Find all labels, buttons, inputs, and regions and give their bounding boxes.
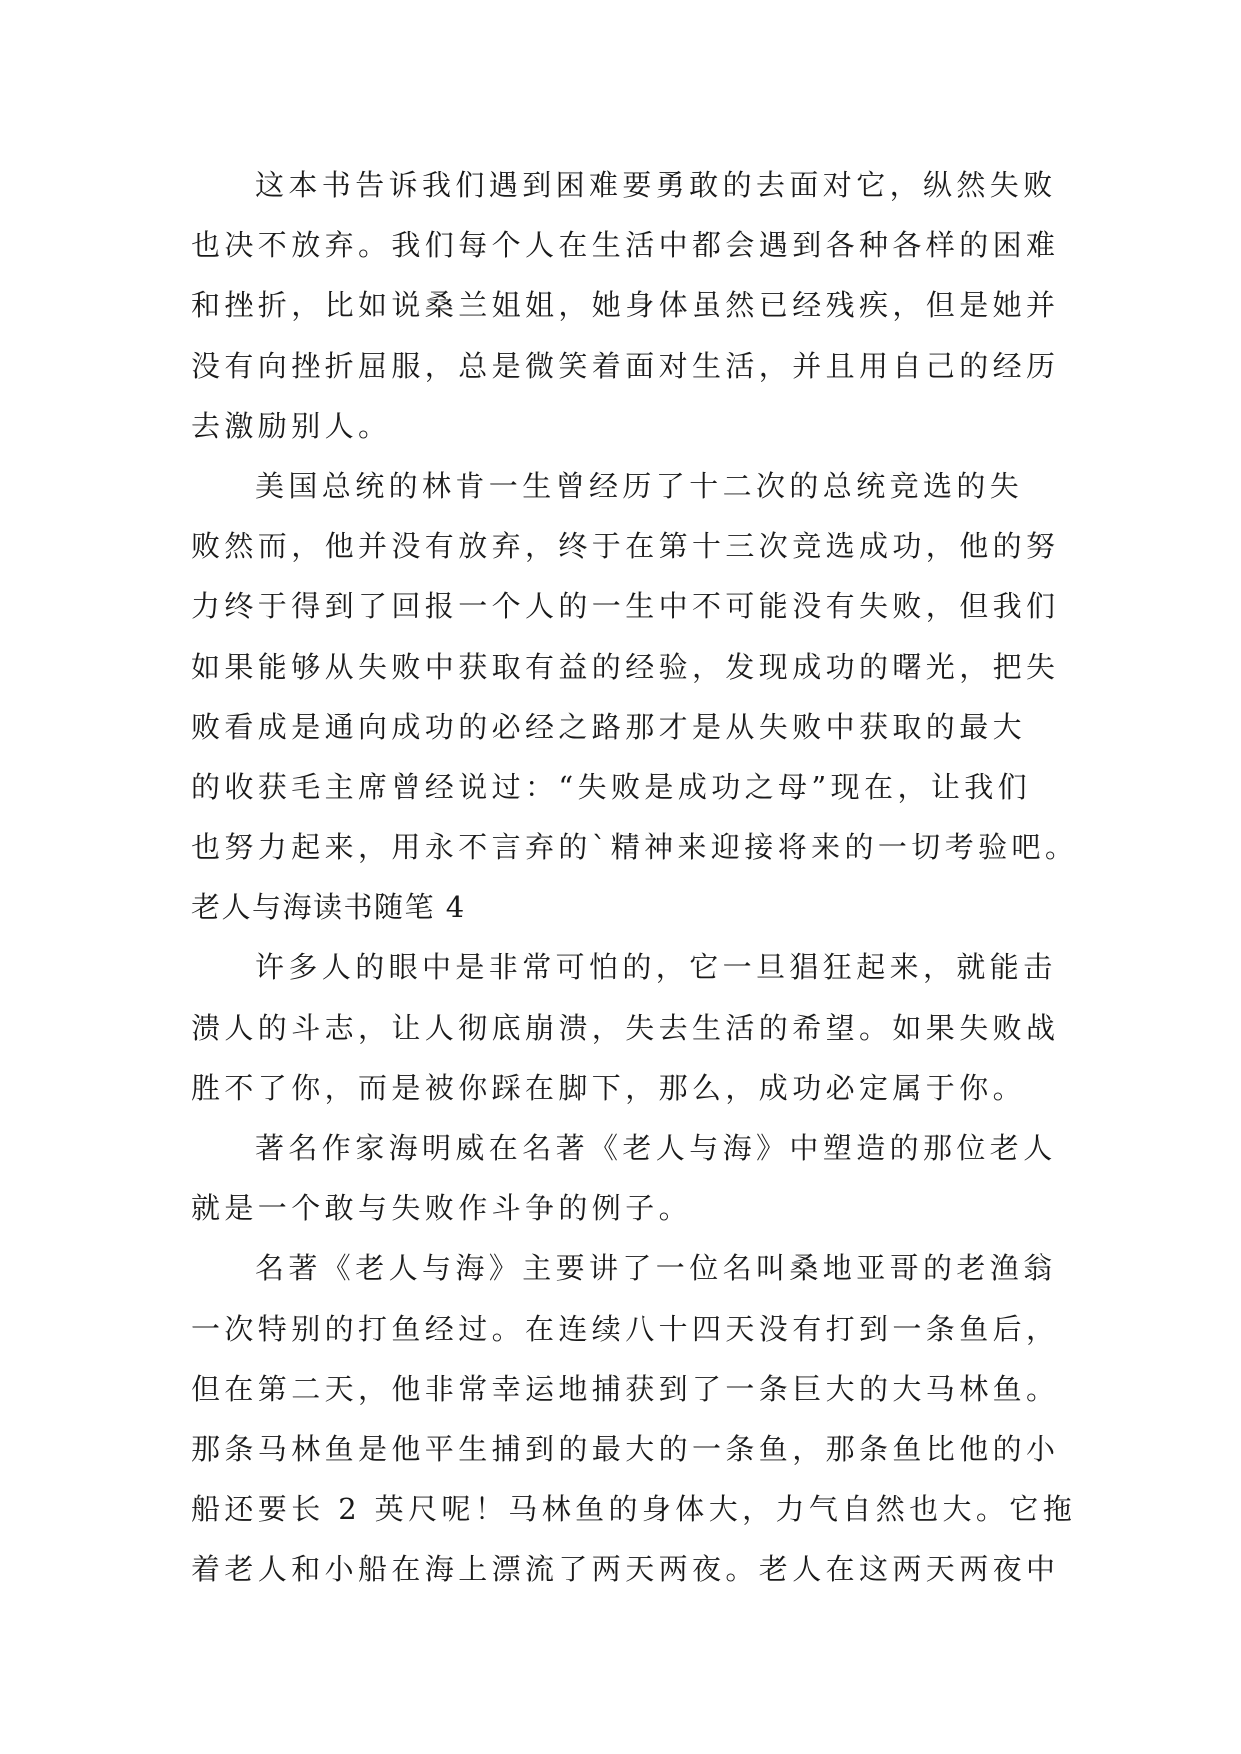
text-line: 著名作家海明威在名著《老人与海》中塑造的那位老人 xyxy=(255,1131,1057,1165)
document-page xyxy=(191,155,1079,1600)
text-line: 也努力起来，用永不言弃的`精神来迎接将来的一切考验吧。 xyxy=(191,830,1079,865)
text-line: 一次特别的打鱼经过。在连续八十四天没有打到一条鱼后， xyxy=(191,1311,1060,1346)
text-line: 胜不了你，而是被你踩在脚下，那么，成功必定属于你。 xyxy=(191,1070,1027,1105)
text-line: 败看成是通向成功的必经之路那才是从失败中获取的最大 xyxy=(191,709,1027,744)
text-line: 就是一个敢与失败作斗争的例子。 xyxy=(191,1191,693,1226)
text-line: 和挫折，比如说桑兰姐姐，她身体虽然已经残疾，但是她并 xyxy=(191,288,1060,323)
text-line: 名著《老人与海》主要讲了一位名叫桑地亚哥的老渔翁 xyxy=(255,1251,1057,1286)
text-line: 去激励别人。 xyxy=(191,408,392,443)
text-line: 着老人和小船在海上漂流了两天两夜。老人在这两天两夜中 xyxy=(191,1552,1060,1587)
text-line: 许多人的眼中是非常可怕的，它一旦猖狂起来，就能击 xyxy=(255,950,1057,985)
text-line: 败然而，他并没有放弃，终于在第十三次竞选成功，他的努 xyxy=(191,529,1060,564)
text-line: 如果能够从失败中获取有益的经验，发现成功的曙光，把失 xyxy=(191,649,1060,684)
text-line: 也决不放弃。我们每个人在生活中都会遇到各种各样的困难 xyxy=(191,228,1060,263)
text-line: 这本书告诉我们遇到困难要勇敢的去面对它，纵然失败 xyxy=(255,168,1057,202)
text-line: 力终于得到了回报一个人的一生中不可能没有失败，但我们 xyxy=(191,589,1060,624)
text-line: 美国总统的林肯一生曾经历了十二次的总统竞选的失 xyxy=(255,468,1024,503)
text-line: 的收获毛主席曾经说过：“失败是成功之母”现在，让我们 xyxy=(191,769,1032,804)
text-line: 但在第二天，他非常幸运地捕获到了一条巨大的大马林鱼。 xyxy=(191,1371,1060,1406)
text-line: 船还要长 2 英尺呢！马林鱼的身体大，力气自然也大。它拖 xyxy=(191,1492,1077,1527)
text-line: 溃人的斗志，让人彻底崩溃，失去生活的希望。如果失败战 xyxy=(191,1010,1060,1045)
text-line: 没有向挫折屈服，总是微笑着面对生活，并且用自己的经历 xyxy=(191,348,1060,383)
text-line: 那条马林鱼是他平生捕到的最大的一条鱼，那条鱼比他的小 xyxy=(191,1431,1060,1466)
section-heading: 老人与海读书随笔 4 xyxy=(191,890,466,925)
